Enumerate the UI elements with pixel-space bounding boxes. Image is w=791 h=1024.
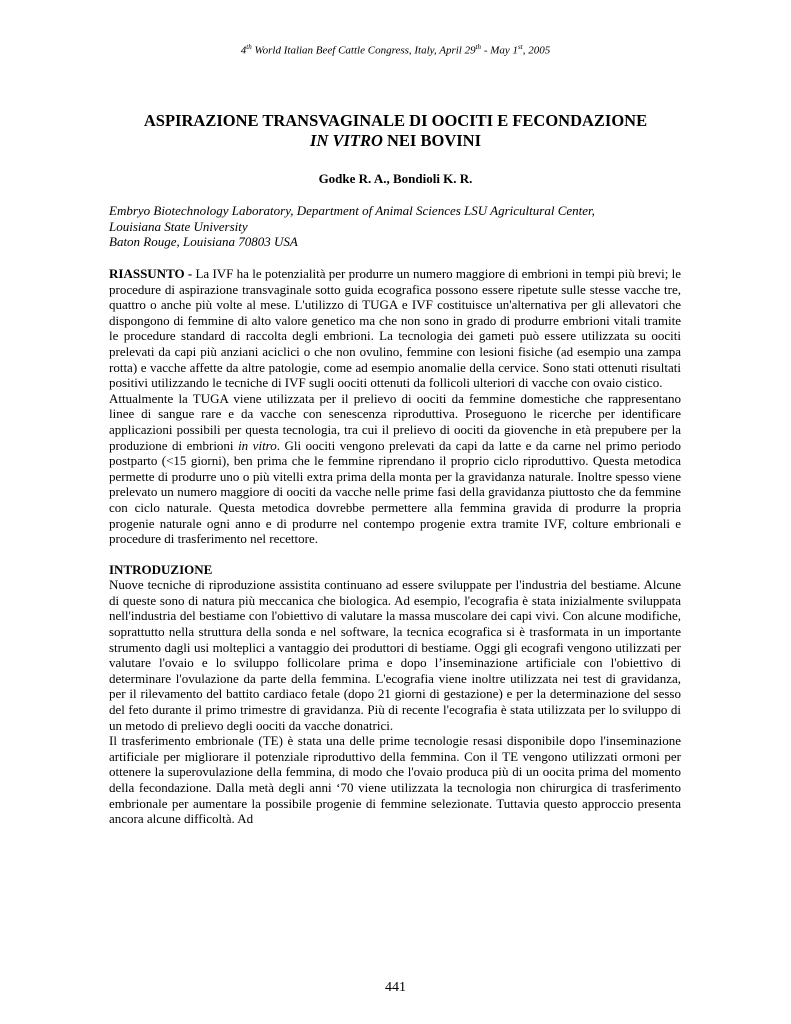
introduction-heading: INTRODUZIONE	[109, 561, 213, 577]
affiliation-line-2: Louisiana State University	[109, 218, 248, 234]
abstract-text-2b: . Gli oociti vengono prelevati da capi da latte e da carne nel primo periodo postparto (<15 giorni), ben prima che le femmine riprendano il proprio ciclo riproduttivo. Questa metodica permette di produrre uno o più vitelli extra prima della monta per la gravidanza naturale. Inoltre spesso viene prelevato un numero maggiore di oociti da vacche nelle prime fasi della gravidanza piuttosto che da femmine con ciclo naturale. Questa metodica dovrebbe permettere alla femmina gravida di produrre la propria progenie naturale ogni anno e di produrre nel contempo progenie extra tramite IVF, colture embrionali e procedure di trasferimento nel recettore.	[109, 437, 682, 547]
abstract-label: RIASSUNTO -	[109, 266, 193, 281]
affiliation-line-3: Baton Rouge, Louisiana 70803 USA	[109, 234, 298, 249]
affiliation-line-1: Embryo Biotechnology Laboratory, Department of Animal Sciences LSU Agricultural Center,	[109, 203, 595, 218]
abstract-paragraph-1	[109, 266, 681, 391]
title-line-1: ASPIRAZIONE TRANSVAGINALE DI OOCITI E FECONDAZIONE	[143, 111, 648, 130]
title-rest: NEI BOVINI	[382, 131, 481, 150]
abstract-paragraph-2	[109, 391, 681, 547]
abstract-italic: in vitro	[238, 437, 277, 453]
paper-body	[109, 266, 681, 827]
paper-title	[0, 111, 791, 151]
title-italic: IN VITRO	[310, 131, 383, 150]
introduction-paragraph-2: Il trasferimento embrionale (TE) è stata una delle prime tecnologie resasi disponibile dopo l'inseminazione artificiale per migliorare il potenziale riproduttivo della femmina. Con il TE vengono utilizzati ormoni per ottenere la superovulazione della femmina, di modo che l'ovaio produca più di un oocita prima del momento della fecondazione. Dalla metà degli anni ‘70 viene utilizzata la tecnologia non chirurgica di trasferimento embrionale per aumentare la possibile progenie di femmine selezionate. Tuttavia questo approccio presenta ancora alcune difficoltà. Ad	[109, 733, 681, 827]
header-may: - May 1	[481, 44, 519, 57]
introduction-paragraph-1: Nuove tecniche di riproduzione assistita continuano ad essere sviluppate per l'industria del bestiame. Alcune di queste sono di natura più meccanica che biologica. Ad esempio, l'ecografia è stata inizialmente sviluppata nell'industria del bestiame con l'obiettivo di valutare la massa muscolare dei capi vivi. Con alcune modifiche, soprattutto nella struttura della sonda e nel software, la tecnica ecografica si è trasformata in un importante strumento dagli usi molteplici a vantaggio dei produttori di bestiame. Oggi gli ecografi vengono utilizzati per valutare l'ovaio e lo sviluppo follicolare prima e dopo l’inseminazione artificiale con l'obiettivo di determinare l'ovulazione da parte della femmina. L'ecografia viene inoltre utilizzata nei test di gravidanza, per il rilevamento del battito cardiaco fetale (dopo 21 giorni di gestazione) e per la determinazione del sesso del feto durante il primo trimestre di gravidanza. Più di recente l'ecografia è stata utilizzata per lo sviluppo di un metodo di prelievo degli oociti da vacche donatrici.	[109, 577, 681, 733]
page-number: 441	[385, 980, 406, 995]
header-ordinal-suffix: th	[246, 43, 252, 51]
header-may-suffix: st	[518, 43, 523, 51]
title-line-2	[0, 131, 791, 151]
abstract-text-1: La IVF ha le potenzialità per produrre un numero maggiore di embrioni in tempi più brevi; le procedure di aspirazione transvaginale sotto guida ecografica possono essere ripetute sulle stesse vacche tre, quattro o anche più volte al mese. L'utilizzo di TUGA e IVF costituisce un'alternativa per gli allevatori che dispongono di femmine di alto valore genetico ma che non sono in grado di produrre embrioni vitali tramite le procedure standard di raccolta degli embrioni. La tecnologia dei gameti può essere utilizzata su oociti prelevati da capi più anziani aciclici o che non ovulino, femmine con lesioni fisiche (ad esempio una zampa rotta) e vacche affette da altre patologie, come ad esempio anomalie della cervice. Sono stati ottenuti risultati positivi utilizzando le tecniche di IVF sugli oociti ottenuti da follicoli ulteriori di vacche con ovaio cistico.	[109, 266, 681, 391]
affiliation	[109, 203, 689, 250]
running-header	[0, 43, 791, 57]
header-ordinal: 4	[240, 44, 247, 57]
header-april-suffix: th	[475, 43, 482, 51]
section-gap	[109, 547, 681, 562]
abstract-text-2a: Attualmente la TUGA viene utilizzata per il prelievo di oociti da femmine domestiche che rappresentano linee di sangue rare e da vacche con senescenza riproduttiva. Proseguono le ricerche per identificare applicazioni possibili per questa tecnologia, tra cui il prelievo di oociti da giovenche in età prepubere per la produzione di embrioni	[109, 390, 681, 453]
header-year: , 2005	[522, 44, 551, 57]
authors: Godke R. A., Bondioli K. R.	[318, 171, 473, 186]
header-text: World Italian Beef Cattle Congress, Italy, April 29	[251, 44, 476, 57]
